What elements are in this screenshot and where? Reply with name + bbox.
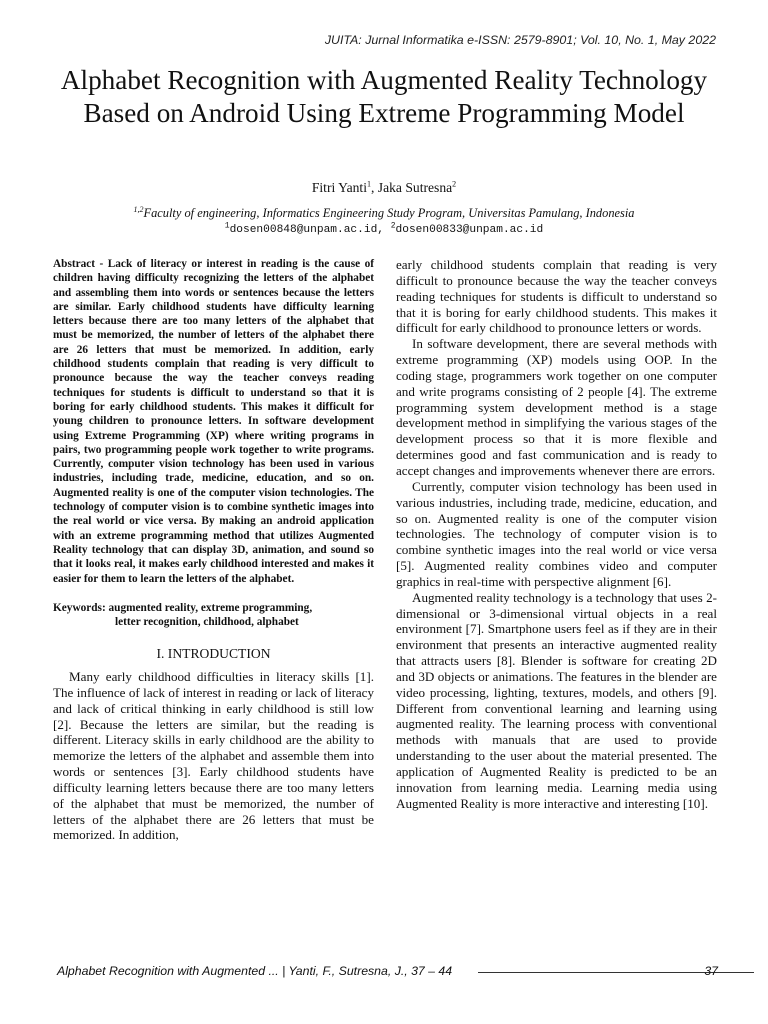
email-line (0, 221, 768, 236)
running-head: JUITA: Jurnal Informatika e-ISSN: 2579-8901; Vol. 10, No. 1, May 2022 (324, 33, 716, 47)
author-separator: , (370, 180, 378, 195)
body-paragraph: Currently, computer vision technology has been used in various industries, including trade, medicine, education, and so on. Augmented reality is one of the computer vision technologies. The technology of computer vision is to combine synthetic images into the real world or vice versa [5]. Augmented reality combines video and computer graphics in real-time with perspective alignment [6]. (396, 478, 717, 589)
email-mark: 1 (224, 221, 230, 231)
keywords-line: Keywords: augmented reality, extreme programming, (53, 601, 313, 614)
body-paragraph: Many early childhood difficulties in literacy skills [1]. The influence of lack of interest in reading or lack of literacy and lack of critical thinking in early childhood is still low [2]. Because the letters are similar, but the reading is different. Literacy skills in early childhood are the ability to memorize the letters of the alphabet and assemble them into words or sentences [3]. Early childhood students have difficulty learning letters because there are too many letters of the alphabet that must be memorized, the number of letters of the alphabet there are 26 letters that must be memorized. In addition, (53, 669, 374, 843)
page-number: 37 (704, 964, 718, 978)
author-name: Fitri Yanti (311, 180, 367, 195)
author-affil-mark: 1 (366, 179, 371, 189)
paper-title: Alphabet Recognition with Augmented Reality Technology Based on Android Using Extreme Programming Model (60, 65, 708, 128)
affiliation-text: Faculty of engineering, Informatics Engineering Study Program, Universitas Pamulang, Indonesia (143, 206, 635, 220)
email-mark: 2 (390, 221, 396, 231)
affiliation (0, 206, 768, 221)
abstract: Abstract - Lack of literacy or interest in reading is the cause of children having difficulty recognizing the letters of the alphabet and assembling them into words or sentences because the letters are similar. Early childhood students have difficulty learning letters because there are too many letters of the alphabet that must be memorized, the number of letters of the alphabet there are 26 letters that must be memorized. In addition, early childhood students complain that reading is very difficult to pronounce because the way the teacher conveys reading techniques for students is difficult to understand so that it is boring for early childhood students. This makes it difficult for young children to pronounce letters. In software development using Extreme Programming (XP) where writing programs in pairs, two programming people work together to write programs. Currently, computer vision technology has been used in various industries, including trade, medicine, education, and so on. Augmented reality is one of the computer vision technologies. The technology of computer vision is to combine synthetic images into the real world or vice versa. By making an android application with an extreme programming method that utilizes Augmented Reality technology that can display 3D, animation, and sound so that it looks real, it makes early childhood interested and makes it easier for them to learn the letters of the alphabet. (53, 258, 374, 585)
body-paragraph: In software development, there are several methods with extreme programming (XP) models using OOP. In the coding stage, programmers work together on one computer and write programs consisting of 2 people [4]. The extreme programming system development method is a stage development method in simplifying the various stages of the development process so that it is more flexible and determines good and fast communication and is ready to accept changes and improvements whenever there are errors. (396, 336, 717, 478)
email-address[interactable]: dosen00833@unpam.ac.id (395, 224, 544, 236)
affiliation-mark: 1,2 (133, 204, 144, 214)
body-paragraph: Augmented reality technology is a technology that uses 2-dimensional or 3-dimensional virtual objects in a real environment [7]. Smartphone users feel as if they are in their environment that presents an interactive augmented reality that attracts users [8]. Blender is software for creating 2D and 3D objects or animations. The features in the blender are video processing, lighting, textures, models, and others [9]. Different from conventional learning and learning using augmented reality. The learning process with conventional methods with manuals that are used to provide understanding to the user about the material presented. The application of Augmented Reality is predicted to be an innovation from learning media. Learning media using Augmented Reality is more interactive and interesting [10]. (396, 589, 717, 811)
author-affil-mark: 2 (452, 179, 457, 189)
author-line (0, 180, 768, 196)
right-column (396, 257, 717, 812)
body-paragraph: early childhood students complain that reading is very difficult to pronounce because the way the teacher conveys reading techniques for students is difficult to understand so that it is boring for early childhood students. This makes it difficult for early childhood to pronounce letters or words. (396, 257, 717, 336)
email-separator: , (377, 224, 391, 236)
author-name: Jaka Sutresna (377, 180, 453, 195)
section-heading: I. INTRODUCTION (156, 646, 271, 662)
email-address[interactable]: dosen00848@unpam.ac.id (229, 224, 378, 236)
keywords-line: letter recognition, childhood, alphabet (115, 616, 299, 629)
keywords (53, 601, 374, 630)
left-column (53, 257, 374, 843)
footer-citation: Alphabet Recognition with Augmented ... | Yanti, F., Sutresna, J., 37 – 44 (57, 964, 453, 978)
page-footer (57, 964, 717, 982)
